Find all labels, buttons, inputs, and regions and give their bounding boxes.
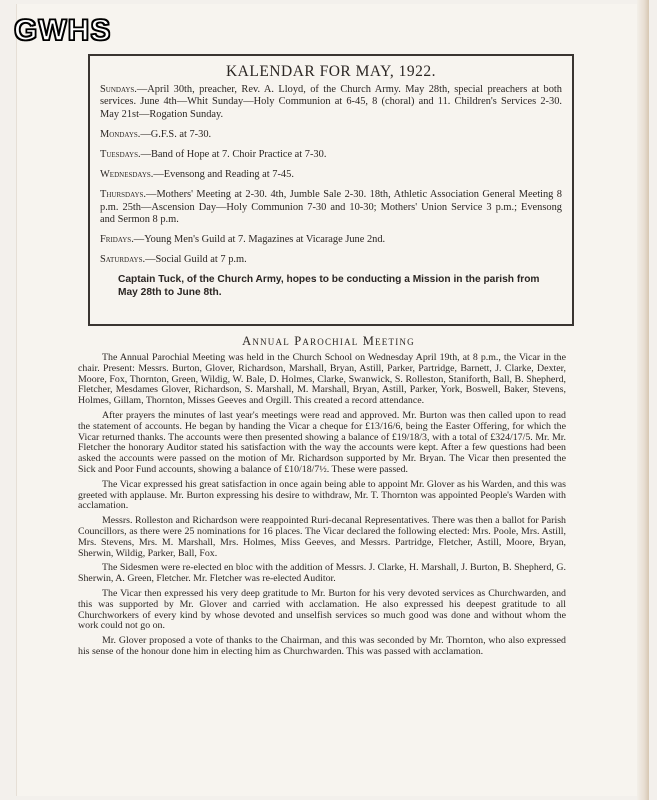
mission-notice: Captain Tuck, of the Church Army, hopes to be conducting a Mission in the parish from May 28th to June 8th. bbox=[118, 274, 540, 298]
kalendar-day: Thursdays. bbox=[100, 189, 147, 201]
kalendar-entry: —Mothers' Meeting at 2-30. 4th, Jumble Sale 2-30. 18th, Athletic Association General Meeting 8 p.m. 25th—Ascension Day—Holy Communion 7-30 and 10-30; Mothers' Union Service 3 p.m.; Evensong and Sermon 8 p.m. bbox=[100, 189, 562, 225]
kalendar-box bbox=[88, 54, 574, 326]
kalendar-entry: —Social Guild at 7 p.m. bbox=[145, 254, 247, 266]
kalendar-row-sundays bbox=[100, 84, 562, 121]
kalendar-day: Tuesdays. bbox=[100, 149, 141, 161]
kalendar-entry: —G.F.S. at 7-30. bbox=[140, 128, 212, 140]
kalendar-row-tuesdays bbox=[100, 149, 562, 161]
report-paragraph: The Annual Parochial Meeting was held in the Church School on Wednesday April 19th, at 8 p.m., the Vicar in the chair. Present: Messrs. Burton, Glover, Richardson, Marshall, Bryan, Astill, Parker, Partridge, Barnett, J. Clarke, Dexter, Moore, Fox, Thornton, Green, Wildig, W. Bale, D. Holmes, Clarke, Swanwick, S. Rolleston, Staniforth, Ball, B. Shepherd, Fletcher, Mesdames Glover, Richardson, S. Marshall, M. Marshall, Bryan, Astill, Parker, York, Boswell, Baker, Stevens, Holmes, Gillam, Thornton, Misses Geeves and Orgill. This created a record attendance. bbox=[78, 352, 566, 407]
kalendar-day: Sundays. bbox=[100, 84, 137, 96]
report-paragraph: After prayers the minutes of last year's meetings were read and approved. Mr. Burton was then called upon to read the statement of accounts. He began by handing the Vicar a cheque for £13/16/6, being the Easter Offering, for which the Vicar returned thanks. The accounts were then presented showing a balance of £19/18/3, with a total of £324/17/5. Mr. Mr. Fletcher the honorary Auditor stated his satisfaction with the way the accounts were kept. After a few questions had been asked the accounts were passed on the motion of Mr. Richardson supported by Mr. Bryan. The Vicar then presented the Sick and Poor Fund accounts, showing a balance of £10/18/7½. These were passed. bbox=[78, 409, 566, 475]
report-paragraph: The Vicar expressed his great satisfaction in once again being able to appoint Mr. Glover as his Warden, and this was greeted with applause. Mr. Burton expressing his desire to withdraw, Mr. T. Thornton was appointed People's Warden with acclamation. bbox=[78, 478, 566, 512]
report-paragraph: The Vicar then expressed his very deep gratitude to Mr. Burton for his very devoted services as Churchwarden, and this was supported by Mr. Glover and carried with acclamation. He also expressed his deepest gratitude to all Churchworkers of every kind by whose devoted and unselfish services so much good was done and without whom the work could not go on. bbox=[78, 587, 566, 632]
kalendar-row-thursdays bbox=[100, 189, 562, 226]
kalendar-row-saturdays bbox=[100, 254, 562, 266]
kalendar-row-fridays bbox=[100, 234, 562, 246]
gwhs-watermark-logo: GWHS bbox=[14, 14, 112, 47]
page-edge bbox=[637, 0, 649, 800]
meeting-title: Annual Parochial Meeting bbox=[242, 334, 415, 348]
kalendar-day: Wednesdays. bbox=[100, 169, 154, 181]
kalendar-title: KALENDAR FOR MAY, 1922. bbox=[225, 63, 437, 80]
kalendar-entry: —Band of Hope at 7. Choir Practice at 7-30. bbox=[140, 149, 327, 161]
kalendar-day: Mondays. bbox=[100, 128, 141, 140]
kalendar-entry: —April 30th, preacher, Rev. A. Lloyd, of the Church Army. May 28th, special preachers at both services. June 4th—Whit Sunday—Holy Communion at 6-45, 8 (choral) and 11. Children's Services 2-30. May 21st—Rogation Sunday. bbox=[100, 84, 562, 120]
kalendar-entry: —Evensong and Reading at 7-45. bbox=[153, 169, 294, 181]
kalendar-day: Fridays. bbox=[100, 234, 134, 246]
report-paragraph: Messrs. Rolleston and Richardson were reappointed Ruri-decanal Representatives. There was then a ballot for Parish Councillors, as there were 25 nominations for 16 places. The Vicar declared the following elected: Mrs. Poole, Mrs. Astill, Mrs. Stevens, Mrs. M. Marshall, Mrs. Holmes, Miss Geeves, and Messrs. Partridge, Fletcher, Astill, Moore, Bryan, Sherwin, Wildig, Parker, Ball, Fox. bbox=[78, 515, 566, 559]
report-paragraph: Mr. Glover proposed a vote of thanks to the Chairman, and this was seconded by Mr. Thornton, who also expressed his sense of the honour done him in electing him as Churchwarden. This was passed with acclamation. bbox=[78, 635, 566, 657]
kalendar-day: Saturdays. bbox=[100, 254, 146, 266]
kalendar-row-mondays bbox=[100, 129, 562, 141]
meeting-report bbox=[78, 353, 566, 662]
kalendar-row-wednesdays bbox=[100, 169, 562, 181]
report-paragraph: The Sidesmen were re-elected en bloc with the addition of Messrs. J. Clarke, H. Marshall, J. Burton, B. Shepherd, G. Sherwin, A. Green, Fletcher. Mr. Fletcher was re-elected Auditor. bbox=[78, 562, 566, 585]
kalendar-entry: —Young Men's Guild at 7. Magazines at Vicarage June 2nd. bbox=[133, 234, 386, 246]
